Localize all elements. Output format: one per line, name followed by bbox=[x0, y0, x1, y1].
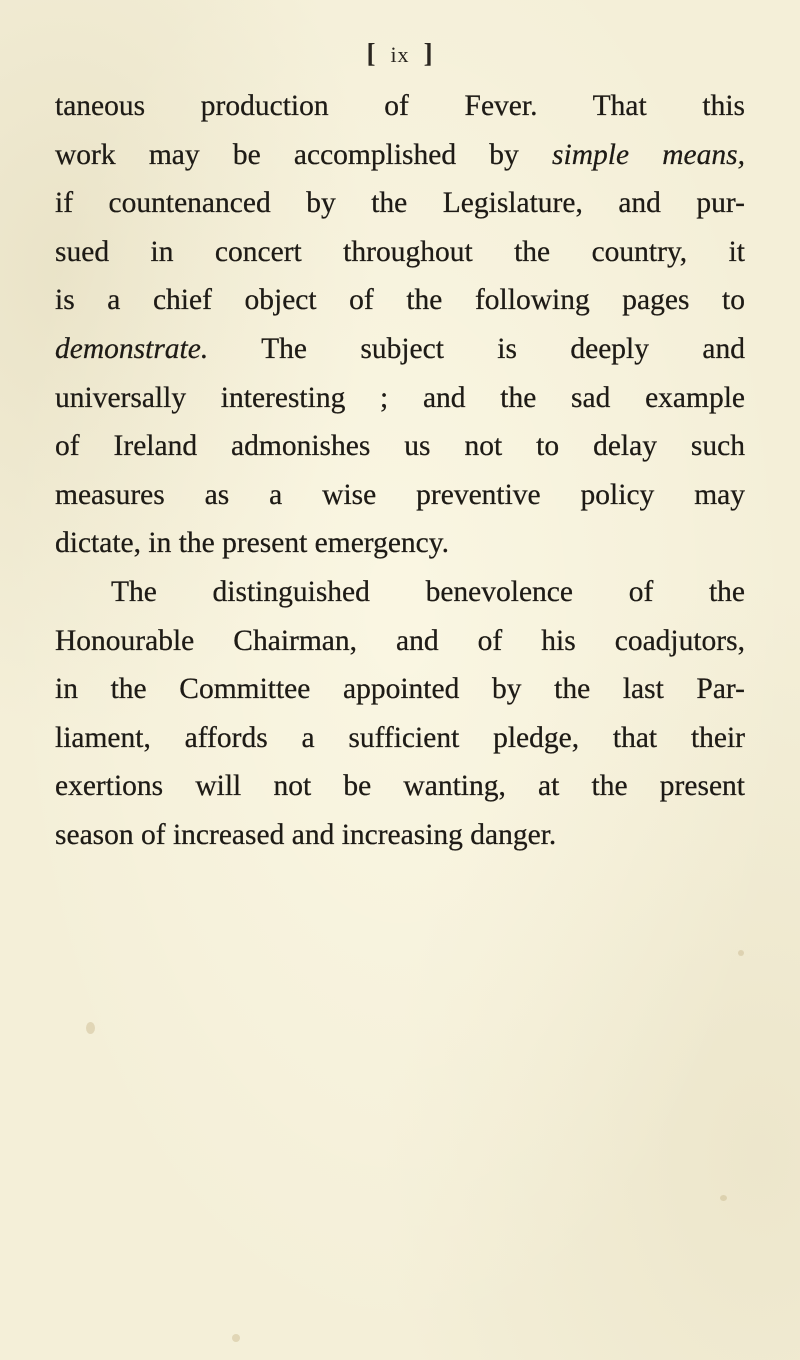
text-line-3: if countenanced by the Legislature, and pur- bbox=[55, 187, 745, 220]
text-line-2: work may be accomplished by simple means, bbox=[55, 138, 745, 171]
text-line-8: of Ireland admonishes us not to delay such bbox=[55, 430, 745, 463]
page-number-header bbox=[0, 38, 800, 69]
foxing-spot bbox=[232, 1334, 240, 1342]
text-line-9: measures as a wise preventive policy may bbox=[55, 478, 745, 511]
text-line-12: Honourable Chairman, and of his coadjutors, bbox=[55, 624, 745, 657]
text-line-4: sued in concert throughout the country, it bbox=[55, 235, 745, 268]
text-line-6: demonstrate. The subject is deeply and bbox=[55, 332, 745, 365]
text-line-13: in the Committee appointed by the last Par- bbox=[55, 673, 745, 706]
left-bracket: [ bbox=[366, 38, 377, 68]
emphasis-demonstrate: demonstrate. bbox=[55, 332, 209, 365]
foxing-spot bbox=[720, 1195, 727, 1201]
text-line-15: exertions will not be wanting, at the present bbox=[55, 770, 745, 803]
emphasis-simple-means: simple means, bbox=[552, 138, 745, 171]
text-line-5: is a chief object of the following pages to bbox=[55, 284, 745, 317]
foxing-spot bbox=[738, 950, 744, 956]
right-bracket: ] bbox=[423, 38, 434, 68]
text-line-1: taneous production of Fever. That this bbox=[55, 90, 745, 122]
body-text bbox=[55, 82, 745, 860]
text-line-10: dictate, in the present emergency. bbox=[55, 527, 449, 560]
text-line-16: season of increased and increasing danger. bbox=[55, 818, 557, 851]
text-line-7: universally interesting ; and the sad example bbox=[55, 381, 745, 414]
text-line-11: The distinguished benevolence of the bbox=[111, 575, 745, 608]
text-line-14: liament, affords a sufficient pledge, that their bbox=[55, 721, 745, 754]
foxing-spot bbox=[86, 1022, 95, 1034]
page-number: ix bbox=[390, 42, 410, 67]
